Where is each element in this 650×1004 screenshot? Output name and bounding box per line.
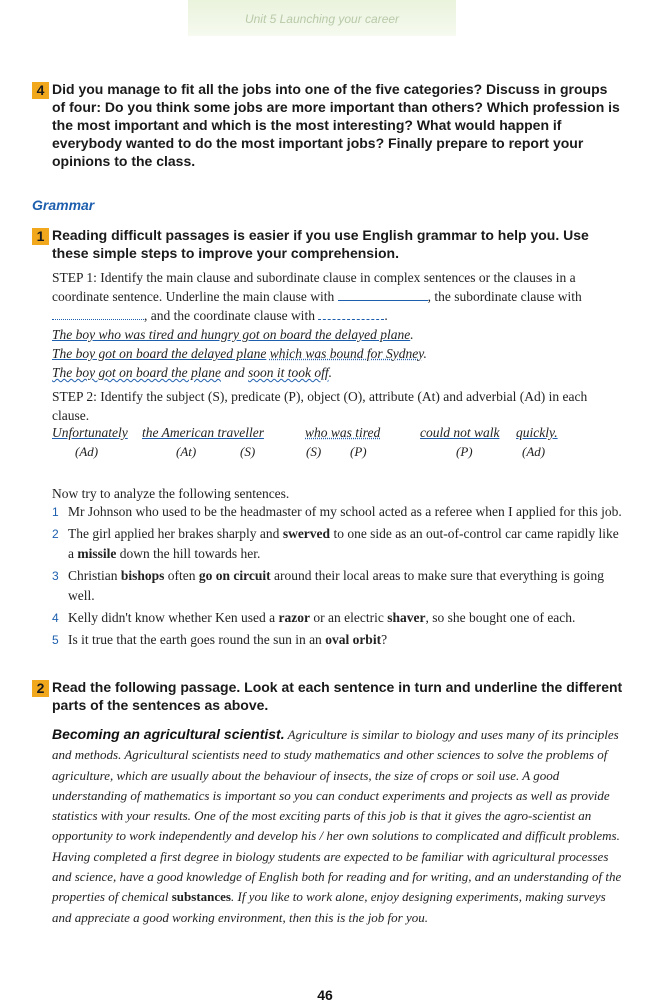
- example-sentence-3: The boy got on board the plane and soon it took off.: [52, 365, 332, 380]
- tag-label: (S): [306, 444, 322, 459]
- unit-header: [188, 0, 456, 36]
- grammar-heading: Grammar: [32, 197, 95, 213]
- step-1-instruction: STEP 1: Identify the main clause and subordinate clause in complex sentences or the clauses in a coordinate sentence. Underline the main clause with , the subordinate clause with , and the coordinate clause with .: [52, 270, 582, 323]
- list-item: 4 Kelly didn't know whether Ken used a razor or an electric shaver, so she bought one of each.: [52, 608, 624, 628]
- tag-label: (P): [456, 444, 473, 459]
- analyze-intro: Now try to analyze the following sentences.: [52, 486, 290, 501]
- wavy-underline-sample: [318, 308, 384, 320]
- unit-title: Unit 5 Launching your career: [244, 12, 400, 26]
- list-number: 5: [52, 633, 59, 647]
- tag-label: (P): [350, 444, 367, 459]
- step-2-instruction: STEP 2: Identify the subject (S), predicate (P), object (O), attribute (At) and adverbial (Ad) in each clause.: [52, 389, 588, 423]
- tag-label: (S): [240, 444, 256, 459]
- analysis-word-5: quickly.: [516, 425, 558, 440]
- straight-underline-sample: [338, 289, 428, 301]
- list-number: 3: [52, 569, 59, 583]
- list-item: 3 Christian bishops often go on circuit around their local areas to make sure that everything is going well.: [52, 568, 604, 603]
- dotted-underline-sample: [52, 308, 144, 320]
- task-number-badge: 4: [32, 82, 49, 99]
- grammar-task-1: [32, 226, 624, 262]
- grammar-task-2-text: Read the following passage. Look at each sentence in turn and underline the different parts of the sentences as above.: [52, 679, 623, 713]
- tag-label: (Ad): [522, 444, 546, 459]
- analysis-word-2: the American traveller: [142, 425, 264, 440]
- list-item: 1 Mr Johnson who used to be the headmaster of my school acted as a referee when I applied for this job.: [52, 502, 624, 522]
- list-item: 2 The girl applied her brakes sharply and swerved to one side as an out-of-control car came rapidly like a missile down the hill towards her.: [52, 526, 619, 561]
- task-number-badge: 1: [32, 228, 49, 245]
- list-item: 5 Is it true that the earth goes round the sun in an oval orbit?: [52, 630, 624, 650]
- list-number: 4: [52, 611, 59, 625]
- grammar-task-1-text: Reading difficult passages is easier if you use English grammar to help you. Use these simple steps to improve your comprehension.: [52, 227, 589, 261]
- analysis-word-3: who was tired: [305, 425, 381, 440]
- tag-label: (Ad): [75, 444, 99, 459]
- list-number: 1: [52, 505, 59, 519]
- page-number: 46: [317, 987, 333, 1003]
- analysis-word-1: Unfortunately: [52, 425, 128, 440]
- grammar-task-2: [32, 678, 624, 714]
- analysis-word-4: could not walk: [420, 425, 500, 440]
- step-1-block: [52, 268, 622, 382]
- example-sentence-2: The boy got on board the delayed plane which was bound for Sydney.: [52, 346, 427, 361]
- example-sentence-1: The boy who was tired and hungry got on board the delayed plane.: [52, 327, 414, 342]
- passage-title: Becoming an agricultural scientist.: [52, 726, 285, 742]
- reading-passage: Becoming an agricultural scientist. Agriculture is similar to biology and uses many of its principles and methods. Agricultural scientists need to study mathematics and other sciences to solve the problems of agriculture, which are usually about the behaviour of insects, the size of crops or soil use. A good understanding of mathematics is important so you can conduct experiments and projects as well as provide statistics with your results. One of the most exciting parts of this job is that it gives the agro-scientist an opportunity to work independently and develop his / her own solutions to complicated and difficult problems. Having completed a first degree in biology students are expected to be familiar with agricultural processes and science, have a good knowledge of English both for reading and for writing, and an understanding of the properties of chemical substances. If you like to work alone, enjoy designing experiments, making surveys and appreciate a good working environment, then this is the job for you.: [52, 726, 622, 925]
- tag-label: (At): [176, 444, 197, 459]
- task-number-badge: 2: [32, 680, 49, 697]
- list-number: 2: [52, 527, 59, 541]
- task-4: [32, 80, 624, 170]
- task-4-text: Did you manage to fit all the jobs into one of the five categories? Discuss in groups of four: Do you think some jobs are more important than others? Which profession is the most important and which is the most interesting? What would happen if everybody wanted to do the most important jobs? Finally prepare to report your opinions to the class.: [52, 81, 620, 169]
- practice-sentence-list: [52, 502, 624, 652]
